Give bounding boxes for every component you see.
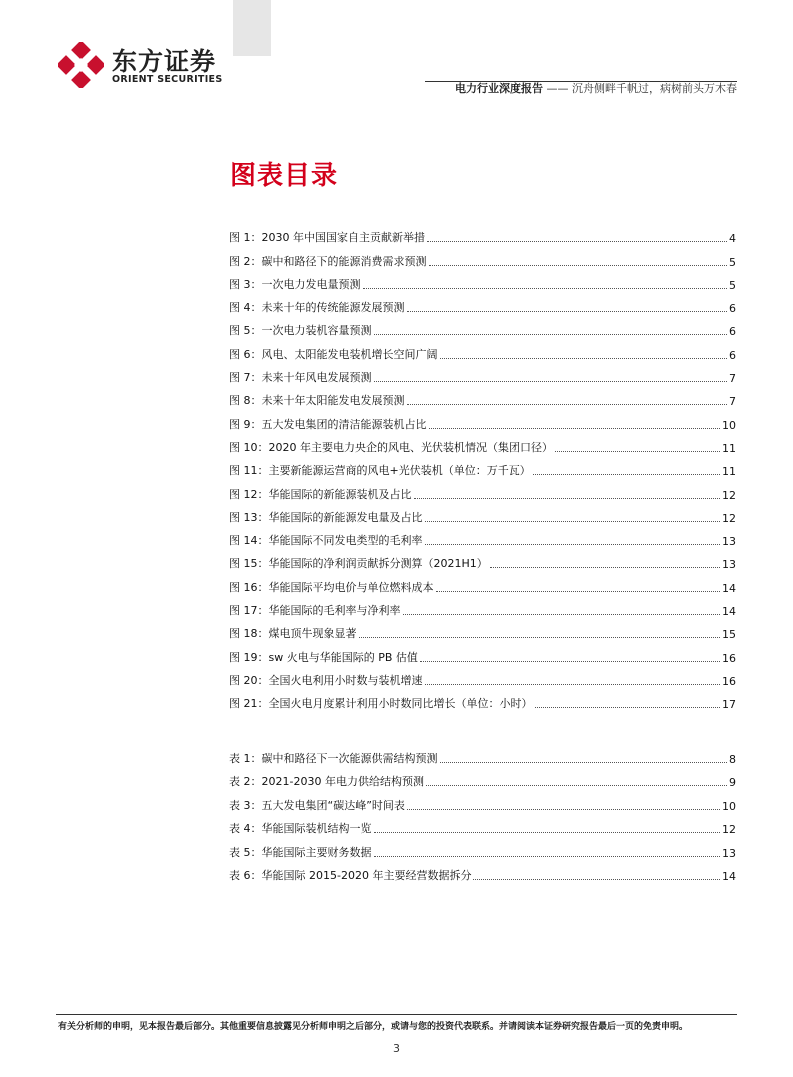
toc-leader-dots (425, 543, 721, 545)
toc-entry-label: 图 10：2020 年主要电力央企的风电、光伏装机情况（集团口径） (229, 440, 553, 454)
toc-entry-page: 6 (729, 348, 736, 362)
toc-entry-page: 7 (729, 372, 736, 386)
brand-name-cn: 东方证券 (112, 47, 217, 76)
report-header (455, 80, 737, 96)
toc-entry[interactable] (229, 245, 736, 268)
toc-entry-page: 15 (722, 628, 736, 642)
toc-entry-label: 图 18：煤电顶牛现象显著 (229, 627, 357, 641)
toc-leader-dots (429, 264, 728, 266)
toc-leader-dots (359, 636, 721, 638)
table-index (229, 742, 736, 883)
toc-entry-page: 6 (729, 302, 736, 316)
toc-entry-page: 14 (722, 870, 736, 883)
toc-entry[interactable] (229, 665, 736, 688)
toc-entry-label: 图 19：sw 火电与华能国际的 PB 估值 (229, 650, 418, 664)
toc-entry-page: 12 (722, 823, 736, 836)
toc-entry-label: 图 16：华能国际平均电价与单位燃料成本 (229, 580, 434, 594)
toc-entry-page: 14 (722, 605, 736, 619)
toc-entry-page: 8 (729, 752, 736, 766)
toc-entry-page: 16 (722, 651, 736, 665)
toc-entry-label: 图 12：华能国际的新能源装机及占比 (229, 487, 412, 501)
toc-entry[interactable] (229, 525, 736, 548)
toc-leader-dots (440, 761, 728, 763)
toc-entry[interactable] (229, 292, 736, 315)
toc-leader-dots (426, 784, 727, 786)
toc-entry-label: 表 2：2021-2030 年电力供给结构预测 (229, 775, 424, 788)
toc-leader-dots (533, 473, 720, 475)
toc-entry-page: 5 (729, 255, 736, 269)
toc-entry-label: 图 6：风电、太阳能发电装机增长空间广阔 (229, 347, 438, 361)
toc-entry-page: 9 (729, 776, 736, 789)
report-type: 电力行业深度报告 (455, 82, 543, 95)
toc-entry-page: 13 (722, 558, 736, 572)
toc-entry[interactable] (229, 618, 736, 641)
toc-entry-label: 表 6：华能国际 2015-2020 年主要经营数据拆分 (229, 869, 472, 882)
toc-entry-label: 图 4：未来十年的传统能源发展预测 (229, 301, 405, 315)
toc-leader-dots (407, 403, 728, 405)
toc-entry[interactable] (229, 222, 736, 245)
toc-entry-page: 5 (729, 278, 736, 292)
toc-entry[interactable] (229, 836, 736, 860)
toc-entry-page: 13 (722, 846, 736, 860)
toc-entry-label: 表 5：华能国际主要财务数据 (229, 845, 372, 859)
toc-entry[interactable] (229, 502, 736, 525)
toc-leader-dots (490, 566, 720, 568)
toc-entry-label: 图 1：2030 年中国国家自主贡献新举措 (229, 231, 425, 245)
toc-leader-dots (374, 333, 728, 335)
toc-leader-dots (407, 310, 728, 312)
toc-leader-dots (414, 497, 721, 499)
toc-leader-dots (425, 520, 721, 522)
toc-entry[interactable] (229, 641, 736, 664)
toc-leader-dots (425, 683, 721, 685)
toc-entry[interactable] (229, 269, 736, 292)
toc-entry[interactable] (229, 432, 736, 455)
toc-entry-label: 图 20：全国火电利用小时数与装机增速 (229, 673, 423, 687)
toc-entry-page: 10 (722, 418, 736, 432)
toc-leader-dots (403, 613, 721, 615)
toc-entry[interactable] (229, 315, 736, 338)
toc-entry-page: 7 (729, 395, 736, 409)
toc-entry[interactable] (229, 338, 736, 361)
toc-entry-page: 11 (722, 465, 736, 479)
toc-leader-dots (407, 808, 720, 810)
toc-entry[interactable] (229, 789, 736, 813)
page-title: 图表目录 (230, 161, 339, 191)
toc-entry-label: 图 17：华能国际的毛利率与净利率 (229, 604, 401, 618)
toc-entry-label: 图 21：全国火电月度累计利用小时数同比增长（单位：小时） (229, 697, 533, 711)
toc-entry-label: 图 15：华能国际的净利润贡献拆分测算（2021H1） (229, 557, 488, 571)
toc-entry-label: 表 3：五大发电集团“碳达峰”时间表 (229, 798, 405, 812)
toc-entry[interactable] (229, 478, 736, 501)
orient-securities-logo-icon (58, 42, 104, 88)
toc-entry-label: 图 2：碳中和路径下的能源消费需求预测 (229, 254, 427, 268)
toc-entry-label: 图 11：主要新能源运营商的风电+光伏装机（单位：万千瓦） (229, 464, 531, 478)
page-number: 3 (393, 1042, 400, 1055)
brand-name-en: ORIENT SECURITIES (112, 74, 223, 85)
toc-entry-label: 图 5：一次电力装机容量预测 (229, 324, 372, 338)
toc-entry-label: 图 7：未来十年风电发展预测 (229, 371, 372, 385)
toc-entry-page: 13 (722, 535, 736, 549)
toc-leader-dots (374, 380, 728, 382)
toc-leader-dots (427, 240, 727, 242)
toc-leader-dots (420, 660, 720, 662)
toc-leader-dots (436, 590, 721, 592)
toc-entry-page: 4 (729, 232, 736, 246)
toc-leader-dots (473, 878, 720, 880)
toc-entry[interactable] (229, 595, 736, 618)
report-title: —— 沉舟侧畔千帆过，病树前头万木春 (546, 82, 737, 95)
toc-entry[interactable] (229, 362, 736, 385)
toc-leader-dots (363, 287, 728, 289)
toc-entry-page: 12 (722, 511, 736, 525)
toc-entry[interactable] (229, 548, 736, 571)
toc-entry-page: 17 (722, 698, 736, 712)
toc-entry-page: 14 (722, 581, 736, 595)
toc-leader-dots (535, 706, 721, 708)
figure-index (229, 222, 736, 711)
toc-entry-label: 图 13：华能国际的新能源发电量及占比 (229, 510, 423, 524)
header-decor-bar (233, 0, 271, 56)
footer-divider (56, 1014, 737, 1015)
toc-entry-page: 16 (722, 674, 736, 688)
toc-leader-dots (440, 357, 728, 359)
toc-entry-label: 图 9：五大发电集团的清洁能源装机占比 (229, 417, 427, 431)
toc-entry-label: 图 8：未来十年太阳能发电发展预测 (229, 394, 405, 408)
toc-entry[interactable] (229, 742, 736, 766)
toc-leader-dots (429, 427, 721, 429)
toc-entry[interactable] (229, 455, 736, 478)
toc-entry-label: 图 14：华能国际不同发电类型的毛利率 (229, 534, 423, 548)
toc-entry-page: 6 (729, 325, 736, 339)
toc-entry-page: 10 (722, 799, 736, 813)
toc-entry-label: 图 3：一次电力发电量预测 (229, 277, 361, 291)
toc-leader-dots (555, 450, 720, 452)
toc-entry[interactable] (229, 860, 736, 884)
toc-leader-dots (374, 831, 721, 833)
toc-entry[interactable] (229, 813, 736, 837)
toc-entry-label: 表 1：碳中和路径下一次能源供需结构预测 (229, 751, 438, 765)
toc-entry[interactable] (229, 408, 736, 431)
toc-entry[interactable] (229, 688, 736, 711)
toc-entry[interactable] (229, 385, 736, 408)
footer-disclaimer: 有关分析师的申明，见本报告最后部分。其他重要信息披露见分析师申明之后部分，或请与您的投资代表联系。并请阅读本证券研究报告最后一页的免责申明。 (58, 1022, 689, 1032)
toc-leader-dots (374, 855, 721, 857)
toc-entry-label: 表 4：华能国际装机结构一览 (229, 822, 372, 835)
toc-entry[interactable] (229, 766, 736, 790)
toc-entry[interactable] (229, 571, 736, 594)
toc-entry-page: 11 (722, 441, 736, 455)
toc-entry-page: 12 (722, 488, 736, 502)
